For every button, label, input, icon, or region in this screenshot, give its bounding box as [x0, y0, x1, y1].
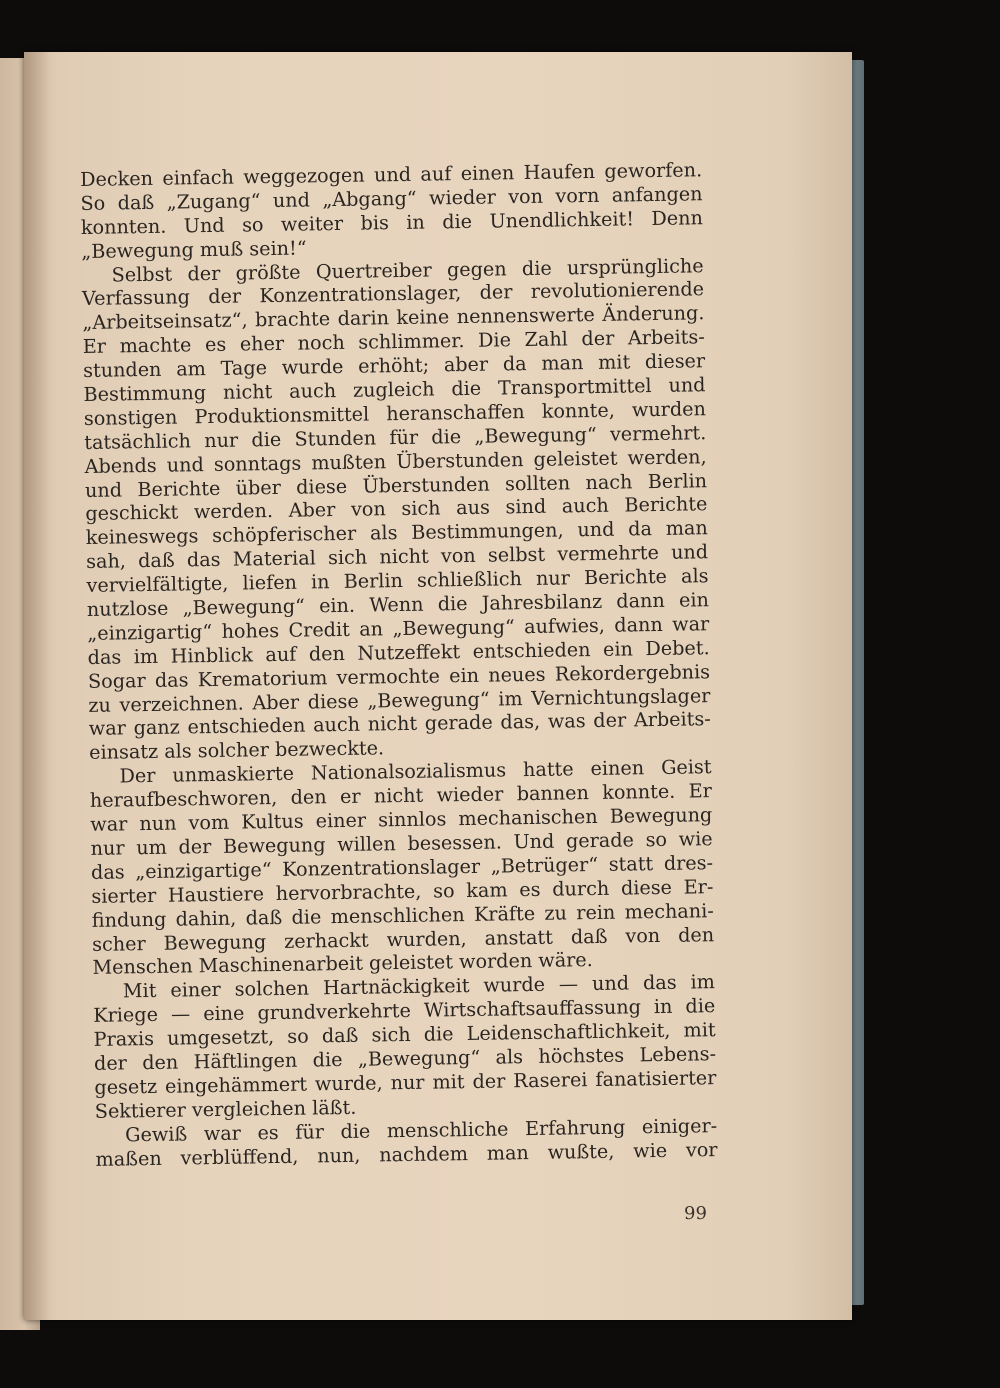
text-line: Kriege — eine grundverkehrte Wirtschaftsauffassung in die	[93, 994, 716, 1028]
page-number: 99	[684, 1203, 707, 1224]
text-line: vervielfältigte, liefen in Berlin schließlich nur Berichte als	[86, 564, 709, 598]
text-line: geschickt werden. Aber von sich aus sind auch Berichte	[85, 492, 708, 526]
text-line: Sogar das Krematorium vermochte ein neues Rekordergebnis	[87, 659, 711, 693]
text-line: war ganz entschieden auch nicht gerade das, was der Arbeits-	[88, 707, 711, 741]
text-line: scher Bewegung zerhackt wurden, anstatt daß von den	[92, 922, 715, 956]
text-line: einsatz als solcher bezweckte.	[89, 736, 385, 765]
text-line: Mit einer solchen Hartnäckigkeit wurde — und das im	[122, 970, 716, 1003]
text-line: Praxis umgesetzt, so daß sich die Leidenschaftlichkeit, mit	[93, 1018, 716, 1051]
text-line: findung dahin, daß die menschlichen Kräfte zu rein mechani-	[91, 898, 714, 932]
text-line: heraufbeschworen, den er nicht wieder bannen konnte. Er	[89, 779, 713, 813]
text-line: maßen verblüffend, nun, nachdem man wußte, wie vor	[95, 1137, 718, 1171]
text-line: Bestimmung nicht auch zugleich die Transportmittel und	[83, 373, 706, 406]
text-line: sah, daß das Material sich nicht von selbst vermehrte und	[86, 540, 709, 574]
text-line: war nun vom Kultus einer sinnlos mechanischen Bewegung	[90, 803, 713, 836]
text-line: Sektierer vergleichen läßt.	[94, 1095, 357, 1123]
text-line: gesetz eingehämmert wurde, nur mit der Raserei fanatisierter	[94, 1065, 717, 1099]
text-line: „einzigartig“ hohes Credit an „Bewegung“ aufwies, dann war	[87, 612, 710, 645]
text-line: So daß „Zugang“ und „Abgang“ wieder von vorn anfangen	[80, 182, 703, 215]
text-line: das „einzigartige“ Konzentrationslager „Betrüger“ statt dres-	[90, 850, 714, 884]
text-line: Er machte es eher noch schlimmer. Die Zahl der Arbeits-	[82, 325, 705, 359]
text-line: das im Hinblick auf den Nutzeffekt entschieden ein Debet.	[87, 635, 710, 669]
text-line: sierter Haustiere hervorbrachte, so kam es durch diese Er-	[91, 874, 714, 908]
text-line: Verfassung der Konzentrationslager, der revolutionierende	[81, 277, 705, 311]
body-text	[80, 158, 718, 1171]
text-line: Decken einfach weggezogen und auf einen Haufen geworfen.	[80, 158, 703, 191]
text-line: nur um der Bewegung willen besessen. Und gerade so wie	[90, 827, 713, 860]
text-line: „Bewegung muß sein!“	[81, 236, 307, 263]
text-line: Abends und sonntags mußten Überstunden geleistet werden,	[84, 444, 707, 478]
text-line: Selbst der größte Quertreiber gegen die ursprüngliche	[111, 253, 704, 287]
text-line: konnten. Und so weiter bis in die Unendlichkeit! Denn	[80, 206, 704, 239]
text-line: keineswegs schöpferischer als Bestimmungen, und da man	[85, 516, 708, 550]
text-line: nutzlose „Bewegung“ ein. Wenn die Jahresbilanz dann ein	[86, 588, 710, 621]
text-line: der den Häftlingen die „Bewegung“ als höchstes Lebens-	[93, 1042, 717, 1075]
text-line: Menschen Maschinenarbeit geleistet worden wäre.	[92, 948, 593, 980]
text-line: tatsächlich nur die Stunden für die „Bewegung“ vermehrt.	[84, 420, 707, 454]
text-line: stunden am Tage wurde erhöht; aber da man mit dieser	[83, 349, 706, 383]
text-line: Gewiß war es für die menschliche Erfahrung einiger-	[125, 1113, 718, 1147]
text-line: und Berichte über diese Überstunden sollten nach Berlin	[84, 468, 708, 502]
page-gutter-shadow	[24, 52, 50, 1320]
text-line: Der unmaskierte Nationalsozialismus hatte einen Geist	[119, 755, 712, 788]
text-line: „Arbeitseinsatz“, brachte darin keine nennenswerte Änderung.	[82, 301, 705, 335]
text-line: zu verzeichnen. Aber diese „Bewegung“ im Vernichtungslager	[88, 683, 711, 717]
text-line: sonstigen Produktionsmittel heranschaffen konnte, wurden	[83, 397, 707, 430]
